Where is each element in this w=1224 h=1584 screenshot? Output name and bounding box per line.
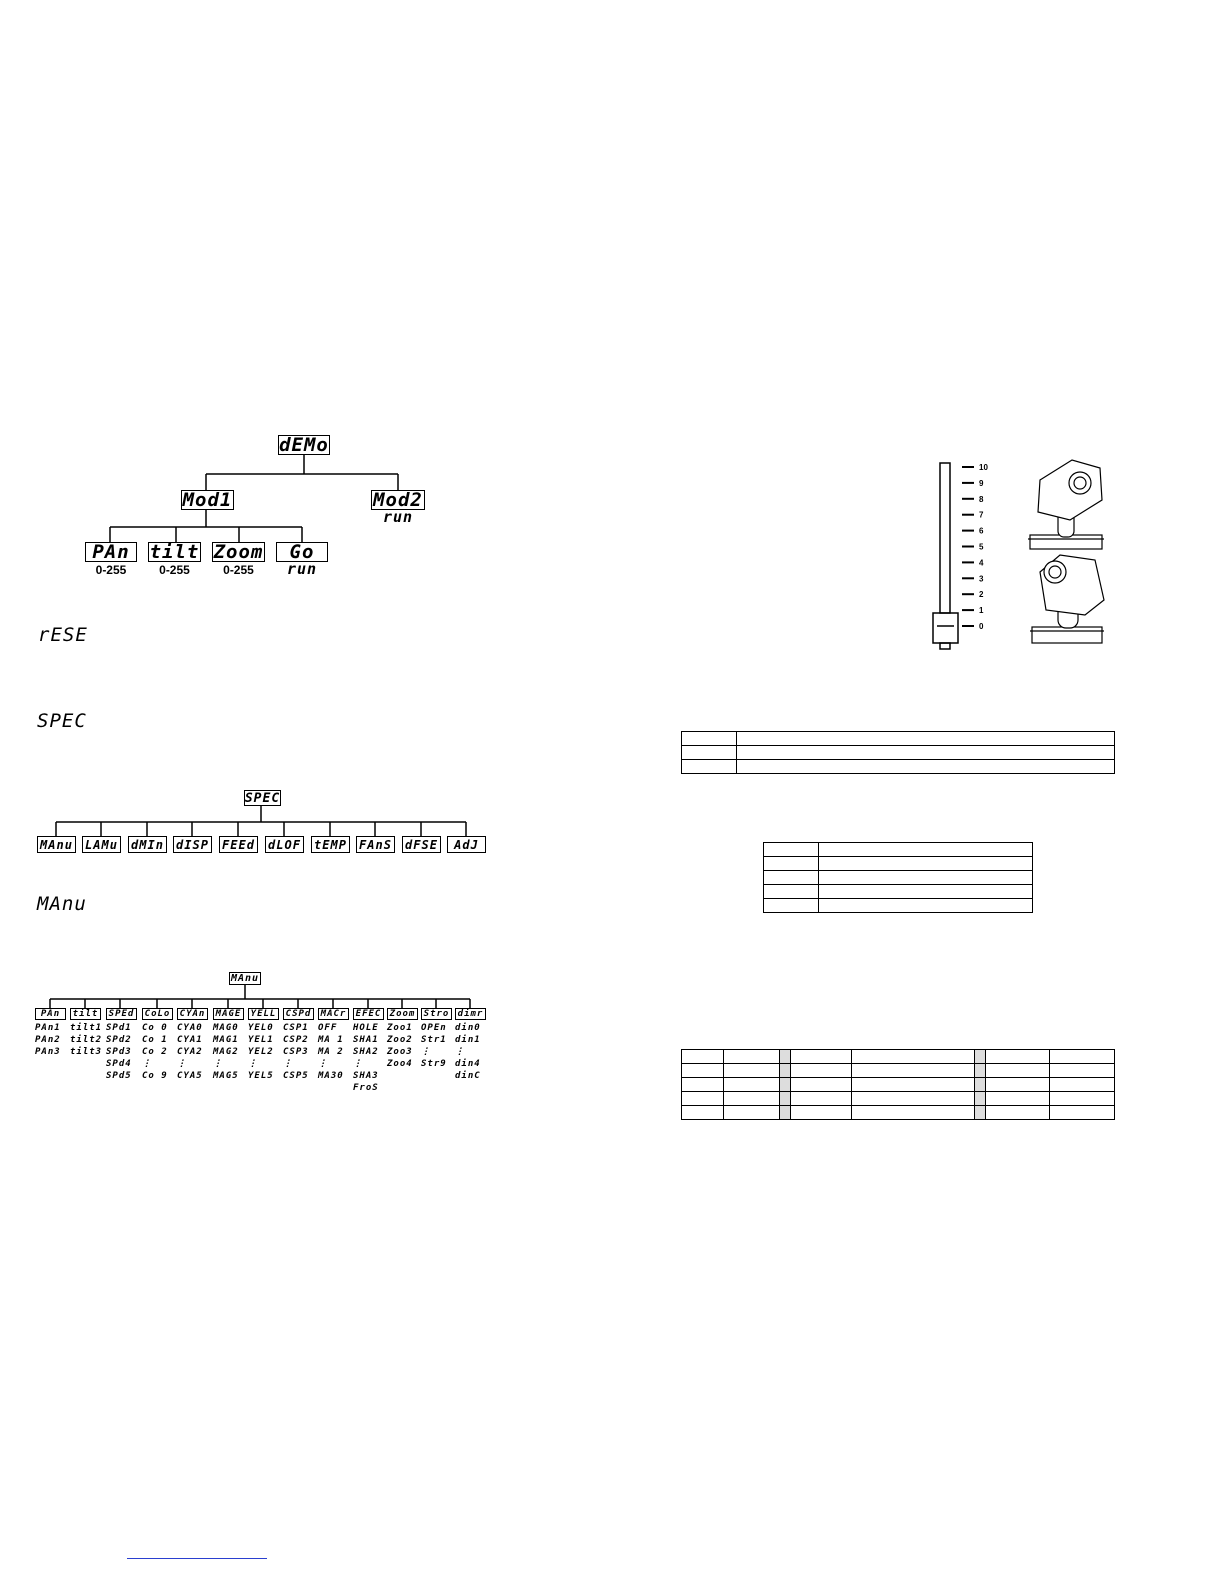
manu-column-value: MA 2 (318, 1047, 344, 1057)
manu-column-value: YEL0 (248, 1023, 274, 1033)
fixture-top-icon (1028, 460, 1104, 549)
pan-range: 0-255 (95, 563, 127, 577)
manu-column-value: YEL2 (248, 1047, 274, 1057)
manu-column-value: din1 (455, 1035, 481, 1045)
manu-column-value: Str1 (421, 1035, 447, 1045)
tilt-label: tilt (149, 541, 200, 563)
fader-tick-label: 8 (979, 494, 984, 504)
manu-column-head-label: CoLo (144, 1009, 171, 1019)
manu-column-value: dinC (455, 1071, 481, 1081)
manu-column-value: FroS (353, 1083, 379, 1093)
spec-item-label: AdJ (454, 837, 479, 852)
fader-tick-label: 7 (979, 510, 984, 520)
manu-column-value: OPEn (421, 1023, 447, 1033)
spec-item-label: MAnu (40, 837, 73, 852)
manu-column-value: SHA3 (353, 1071, 379, 1081)
spec-item-label: FAnS (359, 837, 392, 852)
manu-column-value: CSP1 (283, 1023, 309, 1033)
zoom-range: 0-255 (223, 563, 254, 577)
spec-item-label: FEEd (222, 837, 255, 852)
spec-display-label: SPEC (37, 710, 87, 732)
spec-item-label: LAMu (85, 837, 118, 852)
manu-column-head-label: EFEC (355, 1009, 382, 1019)
manu-column-value: CYA1 (177, 1035, 203, 1045)
table-1 (681, 731, 1115, 774)
manu-column-value: SPd1 (106, 1023, 132, 1033)
manu-column-value: MAG0 (213, 1023, 239, 1033)
manu-column-value: ⋮ (142, 1059, 152, 1069)
manu-column-value: SHA2 (353, 1047, 379, 1057)
manu-column-head-label: SPEd (108, 1009, 135, 1019)
manu-column-value: CSP2 (283, 1035, 309, 1045)
manu-column-value: ⋮ (318, 1059, 328, 1069)
manu-column-value: MA 1 (318, 1035, 344, 1045)
demo-root-label: dEMo (279, 434, 329, 456)
fader-tick-label: 5 (979, 542, 984, 552)
fader-tick-label: 3 (979, 574, 984, 584)
go-label: Go (289, 541, 315, 563)
manu-column-head-label: PAn (40, 1009, 61, 1019)
tilt-range: 0-255 (159, 563, 190, 577)
spec-item-label: dMIn (131, 837, 164, 852)
manu-column-value: tilt3 (70, 1047, 103, 1057)
manu-column-head-label: tilt (72, 1009, 99, 1019)
fader-tick-label: 4 (979, 558, 984, 568)
manu-column-head-label: MACr (320, 1009, 347, 1019)
manu-column-value: Zoo2 (387, 1035, 413, 1045)
manu-column-head-label: CYAn (179, 1009, 206, 1019)
manu-column-value: MA30 (318, 1071, 344, 1081)
manu-column-head-label: YELL (250, 1009, 277, 1019)
manu-column-head-label: Stro (423, 1009, 450, 1019)
mod1-label: Mod1 (182, 489, 233, 511)
manu-display-label: MAnu (37, 893, 87, 915)
manu-column-value: Co 9 (142, 1071, 168, 1081)
manu-column-value: YEL1 (248, 1035, 274, 1045)
manu-column-head-label: CSPd (285, 1009, 312, 1019)
manu-column-value: YEL5 (248, 1071, 274, 1081)
manu-column-value: Str9 (421, 1059, 447, 1069)
spec-root-label: SPEC (244, 790, 281, 806)
manu-column-value: Co 0 (142, 1023, 168, 1033)
manu-column-value: Zoo3 (387, 1047, 413, 1057)
spec-item-label: tEMP (314, 837, 347, 852)
zoom-label: Zoom (213, 541, 264, 563)
manu-root-label: MAnu (230, 973, 260, 984)
manu-column-value: SPd3 (106, 1047, 132, 1057)
mod2-run-label: run (382, 508, 414, 526)
manu-column-value: PAn3 (35, 1047, 61, 1057)
manu-column-value: SPd2 (106, 1035, 132, 1045)
pan-label: PAn (92, 541, 130, 563)
manu-column-value: CSP5 (283, 1071, 309, 1081)
manu-column-value: ⋮ (353, 1059, 363, 1069)
manu-column-value: ⋮ (177, 1059, 187, 1069)
spec-item-label: dISP (176, 837, 209, 852)
manu-column-value: PAn1 (35, 1023, 61, 1033)
fader-tick-label: 9 (979, 478, 984, 488)
fader-tick-label: 10 (979, 463, 988, 472)
manu-column-value: din4 (455, 1059, 481, 1069)
fader-tick-label: 0 (979, 622, 984, 631)
manu-column-value: tilt2 (70, 1035, 103, 1045)
manu-column-value: CSP3 (283, 1047, 309, 1057)
manu-column-value: Zoo1 (387, 1023, 413, 1033)
fader-tick-label: 6 (979, 526, 984, 536)
reset-display-label: rESE (38, 624, 88, 646)
manu-column-value: ⋮ (421, 1047, 431, 1057)
manu-column-value: HOLE (353, 1023, 379, 1033)
fader-tick-label: 1 (979, 606, 984, 616)
manu-column-value: SHA1 (353, 1035, 379, 1045)
mod2-label: Mod2 (373, 489, 423, 511)
table-3 (681, 1049, 1115, 1120)
manu-column-value: din0 (455, 1023, 481, 1033)
manu-column-value: ⋮ (283, 1059, 293, 1069)
manu-column-value: CYA0 (177, 1023, 203, 1033)
manu-column-head-label: MAGE (215, 1009, 242, 1019)
manu-column-value: tilt1 (70, 1023, 103, 1033)
manu-column-value: ⋮ (248, 1059, 258, 1069)
manu-column-value: PAn2 (35, 1035, 61, 1045)
spec-item-label: dFSE (405, 837, 438, 852)
fixture-bottom-icon (1030, 555, 1104, 643)
spec-item-label: dLOF (268, 837, 301, 852)
table-2 (763, 842, 1033, 913)
manu-column-value: MAG1 (213, 1035, 239, 1045)
manu-column-value: Zoo4 (387, 1059, 413, 1069)
manu-column-value: SPd5 (106, 1071, 132, 1081)
go-run-label: run (286, 560, 318, 578)
manu-column-head-label: Zoom (389, 1009, 416, 1019)
manu-column-value: Co 2 (142, 1047, 168, 1057)
manu-column-value: SPd4 (106, 1059, 132, 1069)
manu-column-head-label: dimr (457, 1009, 484, 1019)
manu-column-value: MAG5 (213, 1071, 239, 1081)
manu-column-value: OFF (318, 1023, 338, 1033)
manu-column-value: MAG2 (213, 1047, 239, 1057)
manu-column-value: CYA5 (177, 1071, 203, 1081)
fader-tick-label: 2 (979, 590, 984, 600)
manu-column-value: ⋮ (213, 1059, 223, 1069)
manu-column-value: ⋮ (455, 1047, 465, 1057)
manu-column-value: Co 1 (142, 1035, 168, 1045)
manu-column-value: CYA2 (177, 1047, 203, 1057)
